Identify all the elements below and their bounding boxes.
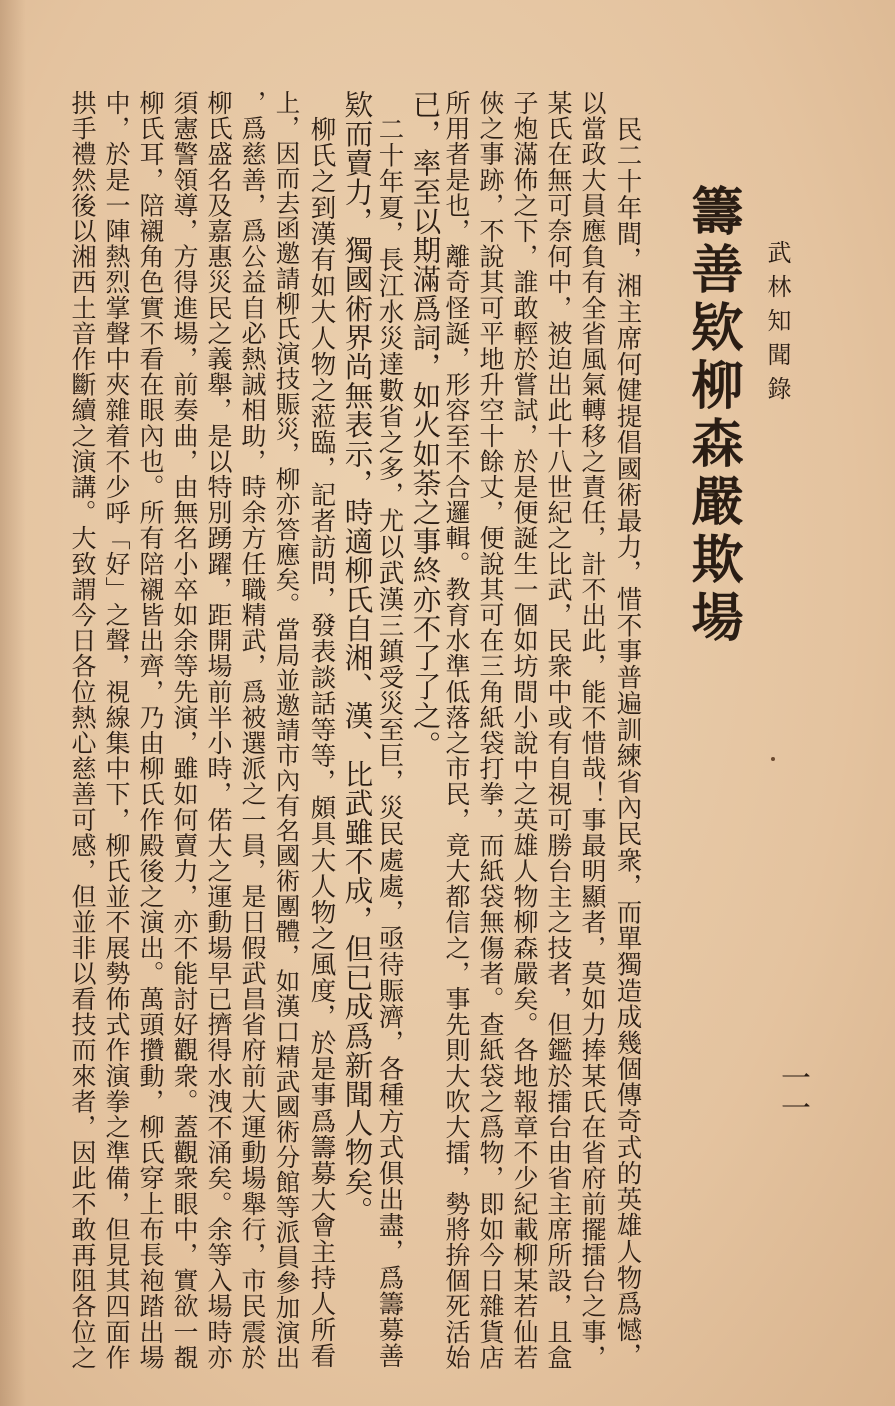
text-column: 已，率至以期滿爲詞，如火如荼之事終亦不了了之。 [408,90,442,760]
page-spine-shadow [0,0,26,1406]
running-header: 武林知聞錄 [763,240,791,410]
text-column: 柳氏之到漢有如大人物之蒞臨，記者訪問，發表談話等等，頗具大人物之風度，於是事爲籌募大會主持人所看 [306,90,337,1369]
text-column: 拱手禮然後以湘西土音作斷續之演講。大致謂今日各位熱心慈善可感，但並非以看技而來者，因此不敢再阻各位之 [68,90,97,1370]
text-column: 柳氏耳，陪襯角色實不看在眼內也。所有陪襯皆出齊，乃由柳氏作殿後之演出。萬頭攢動，柳氏穿上布長袍踏出場 [136,90,165,1370]
text-column: 民二十年間，湘主席何健提倡國術最力，惜不事普遍訓練省內民衆，而單獨造成幾個傳奇式的英雄人物爲憾， [612,90,643,1369]
text-column: ，爲慈善，爲公益自必熱誠相助，時余方任職精武，爲被選派之一員，是日假武昌省府前大運動場舉行，市民震於 [238,90,267,1370]
text-column: 子炮滿佈之下，誰敢輕於嘗試，於是便誕生一個如坊間小說中之英雄人物柳森嚴矣。各地報章不少紀載柳某若仙若 [510,90,539,1370]
text-column: 某氏在無可奈何中，被迫出此十八世紀之比武，民衆中或有自視可勝台主之技者，但鑑於擂台由省主席所設，且盒 [544,90,573,1370]
paper-speck [771,757,775,761]
page-number: 一一 [775,1062,810,1122]
text-column: 須憲警領導，方得進場，前奏曲，由無名小卒如余等先演，雖如何賣力，亦不能討好觀衆。蓋觀衆眼中，實欲一覩 [170,90,199,1370]
text-column: 所用者是也，離奇怪誕，形容至不合邏輯。教育水準低落之市民，竟大都信之，事先則大吹大擂，勢將拚個死活始 [442,90,471,1370]
text-column: 中，於是一陣熱烈掌聲中夾雜着不少呼「好」之聲，視線集中下，柳氏並不展勢佈式作演拳之準備，但見其四面作 [102,90,131,1370]
text-column: 上，因而去函邀請柳氏演技賑災，柳亦答應矣。當局並邀請市內有名國術團體，如漢口精武國術分館等派員參加演出 [272,90,302,1371]
text-column: 俠之事跡，不說其可平地升空十餘丈，便說其可在三角紙袋打拳，而紙袋無傷者。查紙袋之爲物，即如今日雜貨店 [476,90,505,1370]
text-column: 欵而賣力，獨國術界尚無表示，時適柳氏自湘、漢、比武雖不成，但已成爲新聞人物矣。 [340,90,374,1225]
text-column: 以當政大員應負有全省風氣轉移之責任，計不出此，能不惜哉！事最明顯者，莫如力捧某氏在省府前擺擂台之事， [578,90,607,1370]
text-column: 柳氏盛名及嘉惠災民之義舉，是以特別踴躍，距開場前半小時，偌大之運動場早已擠得水洩不涌矣。余等入場時亦 [204,90,233,1370]
text-column: 二十年夏，長江水災達數省之多，尤以武漢三鎮受災至巨，災民處處，亟待賑濟，各種方式俱出盡，爲籌募善 [374,90,405,1369]
article-title: 籌善欵柳森嚴欺場 [682,184,743,648]
